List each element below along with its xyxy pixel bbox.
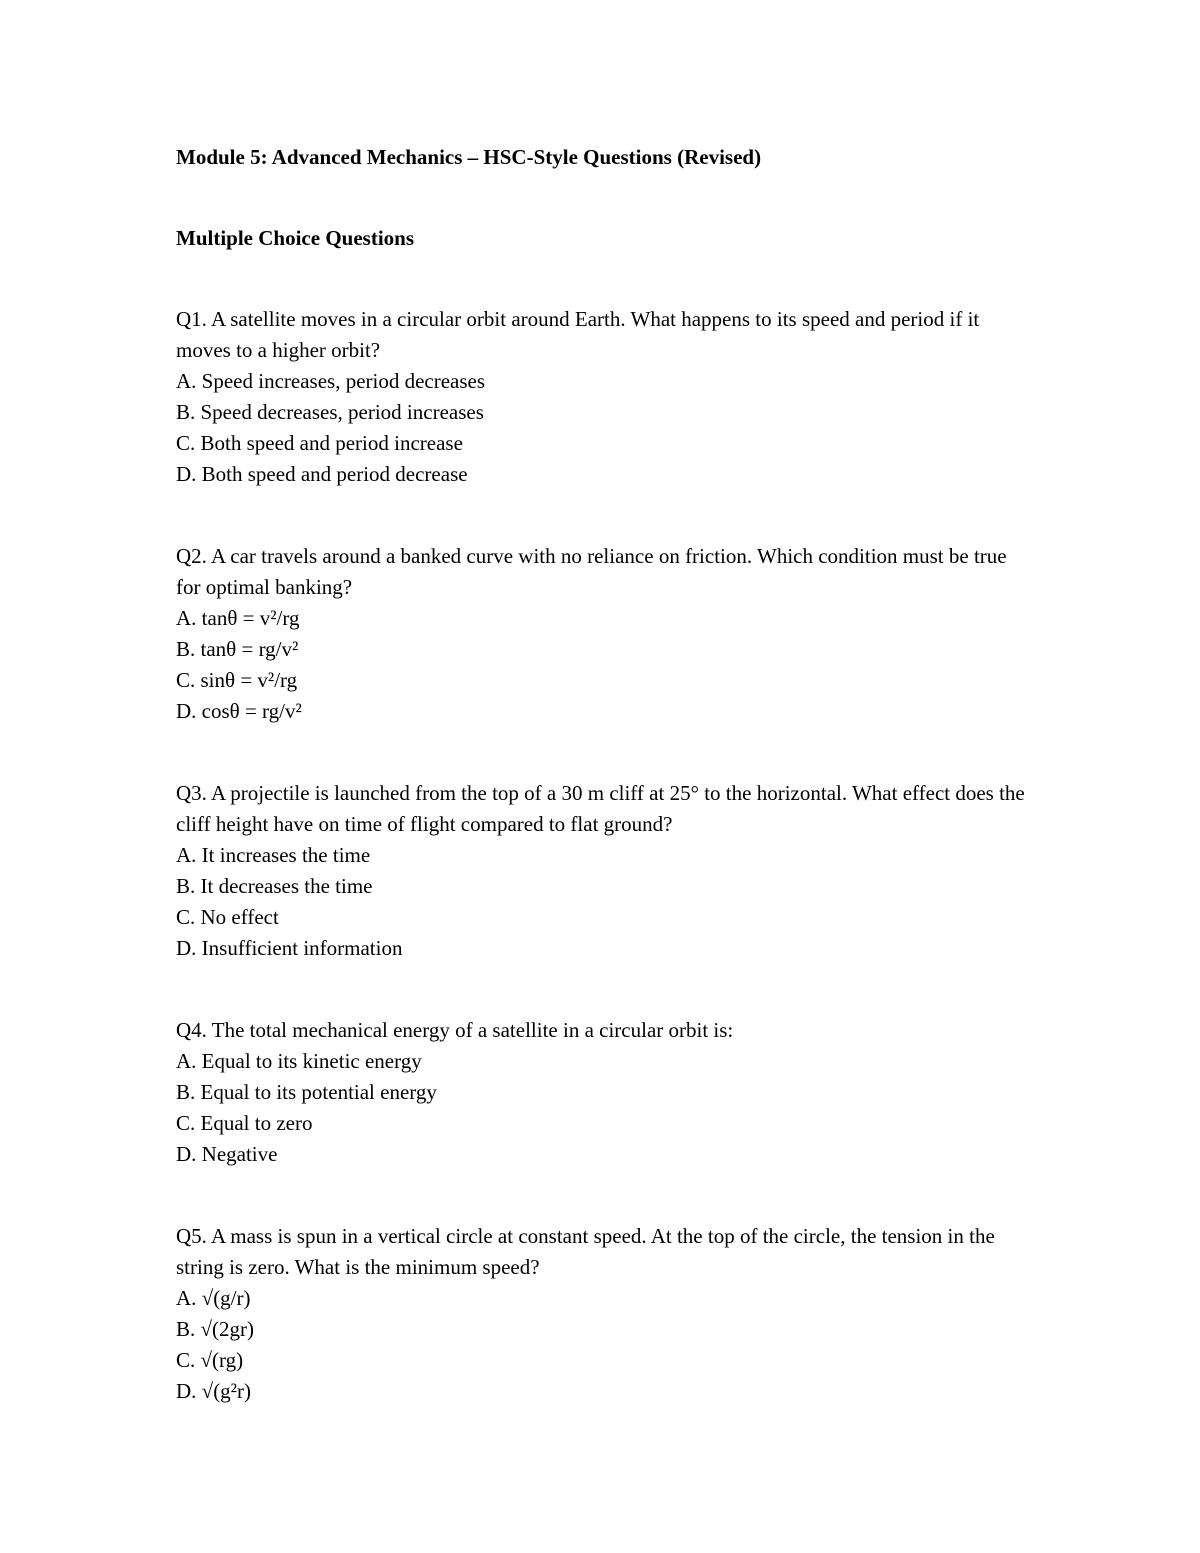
- question-stem: Q4. The total mechanical energy of a satellite in a circular orbit is:: [176, 1018, 734, 1042]
- question-stem: Q2. A car travels around a banked curve with no reliance on friction. Which condition must be true for optimal banking?: [176, 544, 1007, 599]
- option-a: A. It increases the time: [176, 843, 371, 867]
- option-c: C. Equal to zero: [176, 1111, 313, 1135]
- option-c: C. No effect: [176, 905, 279, 929]
- question-stem: Q3. A projectile is launched from the top of a 30 m cliff at 25° to the horizontal. What effect does the cliff height have on time of flight compared to flat ground?: [176, 781, 1025, 836]
- option-d: D. Negative: [176, 1142, 278, 1166]
- question-5: [176, 1221, 1036, 1407]
- option-d: D. √(g²r): [176, 1379, 251, 1403]
- option-d: D. Insufficient information: [176, 936, 403, 960]
- option-a: A. Speed increases, period decreases: [176, 369, 486, 393]
- option-c: C. √(rg): [176, 1348, 244, 1372]
- option-d: D. cosθ = rg/v²: [176, 699, 302, 723]
- option-b: B. tanθ = rg/v²: [176, 637, 299, 661]
- question-1: [176, 304, 1036, 490]
- question-4: [176, 1015, 1036, 1170]
- question-stem: Q1. A satellite moves in a circular orbit around Earth. What happens to its speed and period if it moves to a higher orbit?: [176, 307, 980, 362]
- option-a: A. tanθ = v²/rg: [176, 606, 300, 630]
- section-heading: Multiple Choice Questions: [176, 226, 415, 250]
- document-title: Module 5: Advanced Mechanics – HSC-Style Questions (Revised): [176, 145, 762, 169]
- option-b: B. It decreases the time: [176, 874, 373, 898]
- option-b: B. Speed decreases, period increases: [176, 400, 484, 424]
- option-d: D. Both speed and period decrease: [176, 462, 468, 486]
- option-c: C. sinθ = v²/rg: [176, 668, 298, 692]
- option-a: A. √(g/r): [176, 1286, 251, 1310]
- option-b: B. Equal to its potential energy: [176, 1080, 437, 1104]
- option-a: A. Equal to its kinetic energy: [176, 1049, 422, 1073]
- option-b: B. √(2gr): [176, 1317, 255, 1341]
- option-c: C. Both speed and period increase: [176, 431, 463, 455]
- question-3: [176, 778, 1036, 964]
- question-2: [176, 541, 1036, 727]
- question-stem: Q5. A mass is spun in a vertical circle at constant speed. At the top of the circle, the tension in the string is zero. What is the minimum speed?: [176, 1224, 995, 1279]
